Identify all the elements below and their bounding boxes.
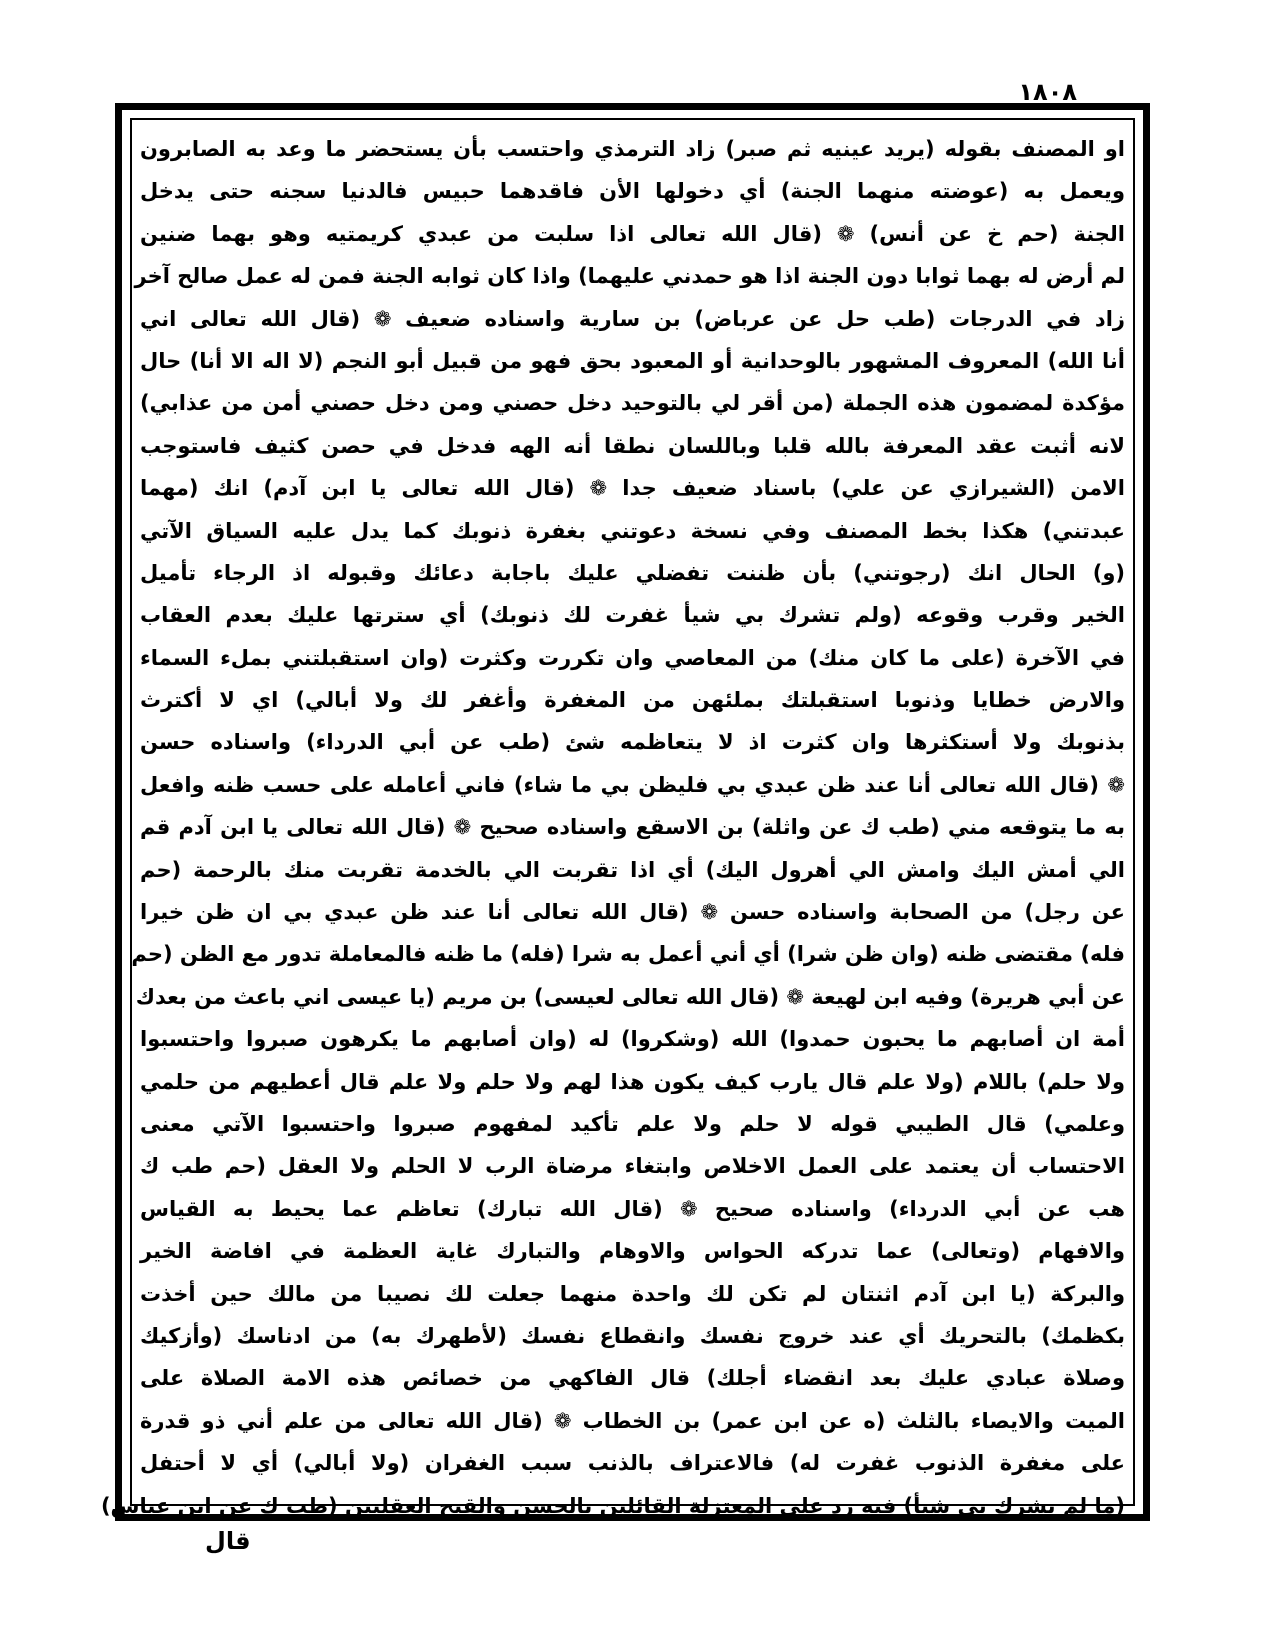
- text-line: عن أبي هريرة) وفيه ابن لهيعة ❁ (قال الله تعالى لعيسى) بن مريم (يا عيسى اني باعث من بعدك: [135, 984, 1125, 1009]
- text-line: وصلاة عبادي عليك بعد انقضاء أجلك) قال الفاكهي من خصائص هذه الامة الصلاة على: [140, 1366, 1125, 1391]
- catchword: قال: [205, 1527, 251, 1555]
- text-line: فله) مقتضى ظنه (وان ظن شرا) أي أني أعمل به شرا (فله) ما ظنه فالمعاملة تدور مع الظن (حم: [131, 942, 1125, 967]
- text-line: بذنوبك ولا أستكثرها وان كثرت اذ لا يتعاظمه شئ (طب عن أبي الدرداء) واسناده حسن: [140, 730, 1125, 755]
- text-line: (ما لم يشرك بي شيأ) فيه رد على المعتزلة القائلين بالحسن والقبح العقليين (طب ك عن ابن عباس): [100, 1493, 1125, 1518]
- text-line: زاد في الدرجات (طب حل عن عرباض) بن سارية واسناده ضعيف ❁ (قال الله تعالى اني: [140, 306, 1125, 331]
- text-line: به ما يتوقعه مني (طب ك عن واثلة) بن الاسقع واسناده صحيح ❁ (قال الله تعالى يا ابن آدم قم: [140, 815, 1125, 840]
- text-line: ويعمل به (عوضته منهما الجنة) أي دخولها الأن فاقدهما حبيس فالدنيا سجنه حتى يدخل: [140, 179, 1125, 204]
- text-line: (و) الحال انك (رجوتني) بأن ظننت تفضلي عليك باجابة دعائك وقبوله اذ الرجاء تأميل: [140, 560, 1125, 585]
- text-line: مؤكدة لمضمون هذه الجملة (من أقر لي بالتوحيد دخل حصني ومن دخل حصني أمن من عذابي): [140, 391, 1125, 416]
- text-line: أمة ان أصابهم ما يحبون حمدوا) الله (وشكروا) له (وان أصابهم ما يكرهون صبروا واحتسبوا: [140, 1027, 1125, 1052]
- text-line: أنا الله) المعروف المشهور بالوحدانية أو المعبود بحق فهو من قبيل أبو النجم (لا اله الا أنا) حال: [140, 348, 1125, 373]
- text-line: والبركة (يا ابن آدم اثنتان لم تكن لك واحدة منهما جعلت لك نصيبا من مالك حين أخذت: [140, 1281, 1125, 1306]
- text-line: الخير وقرب وقوعه (ولم تشرك بي شيأ غفرت لك ذنوبك) أي سترتها عليك بعدم العقاب: [140, 603, 1125, 628]
- text-line: الامن (الشيرازي عن علي) باسناد ضعيف جدا ❁ (قال الله تعالى يا ابن آدم) انك (مهما: [140, 476, 1125, 501]
- text-line: لم أرض له بهما ثوابا دون الجنة اذا هو حمدني عليهما) واذا كان ثوابه الجنة فمن له عمل صالح آخر: [134, 264, 1125, 289]
- main-text-block: [100, 128, 1125, 1518]
- text-line: على مغفرة الذنوب غفرت له) فالاعتراف بالذنب سبب الغفران (ولا أبالي) أي لا أحتفل: [140, 1451, 1125, 1476]
- text-line: والارض خطايا وذنوبا استقبلتك بملئهن من المغفرة وأغفر لك ولا أبالي) اي لا أكترث: [140, 688, 1125, 713]
- text-line: عن رجل) من الصحابة واسناده حسن ❁ (قال الله تعالى أنا عند ظن عبدي بي ان ظن خيرا: [140, 900, 1125, 925]
- text-line: عبدتني) هكذا بخط المصنف وفي نسخة دعوتني بغفرة ذنوبك كما يدل عليه السياق الآتي: [140, 518, 1125, 543]
- text-line: ولا حلم) باللام (ولا علم قال يارب كيف يكون هذا لهم ولا حلم ولا علم قال أعطيهم من حلمي: [140, 1069, 1125, 1094]
- text-line: هب عن أبي الدرداء) واسناده صحيح ❁ (قال الله تبارك) تعاظم عما يحيط به القياس: [140, 1196, 1125, 1221]
- text-line: الاحتساب أن يعتمد على العمل الاخلاص وابتغاء مرضاة الرب لا الحلم ولا العقل (حم طب ك: [140, 1154, 1125, 1179]
- text-line: في الآخرة (على ما كان منك) من المعاصي وان تكررت وكثرت (وان استقبلتني بملء السماء: [140, 645, 1125, 670]
- text-line: ❁ (قال الله تعالى أنا عند ظن عبدي بي فليظن بي ما شاء) فاني أعامله على حسب ظنه وافعل: [140, 772, 1125, 797]
- text-line: بكظمك) بالتحريك أي عند خروج نفسك وانقطاع نفسك (لأطهرك به) من ادناسك (وأزكيك: [140, 1323, 1125, 1348]
- text-line: او المصنف بقوله (يريد عينيه ثم صبر) زاد الترمذي واحتسب بأن يستحضر ما وعد به الصابرون: [140, 137, 1125, 161]
- text-line: لانه أثبت عقد المعرفة بالله قلبا وباللسان نطقا أنه الهه فدخل في حصن كثيف فاستوجب: [140, 433, 1125, 458]
- text-line: الميت والايصاء بالثلث (ه عن ابن عمر) بن الخطاب ❁ (قال الله تعالى من علم أني ذو قدرة: [140, 1408, 1125, 1433]
- page-number: ١٨٠٨: [1018, 78, 1077, 106]
- text-line: وعلمي) قال الطيبي قوله لا حلم ولا علم تأكيد لمفهوم صبروا واحتسبوا الآتي معنى: [140, 1111, 1125, 1136]
- text-line: والافهام (وتعالى) عما تدركه الحواس والاوهام والتبارك غاية العظمة في افاضة الخير: [140, 1239, 1125, 1264]
- text-line: الي أمش اليك وامش الي أهرول اليك) أي اذا تقربت الي بالخدمة تقربت منك بالرحمة (حم: [140, 857, 1125, 882]
- text-line: الجنة (حم خ عن أنس) ❁ (قال الله تعالى اذا سلبت من عبدي كريمتيه وهو بهما ضنين: [140, 221, 1125, 246]
